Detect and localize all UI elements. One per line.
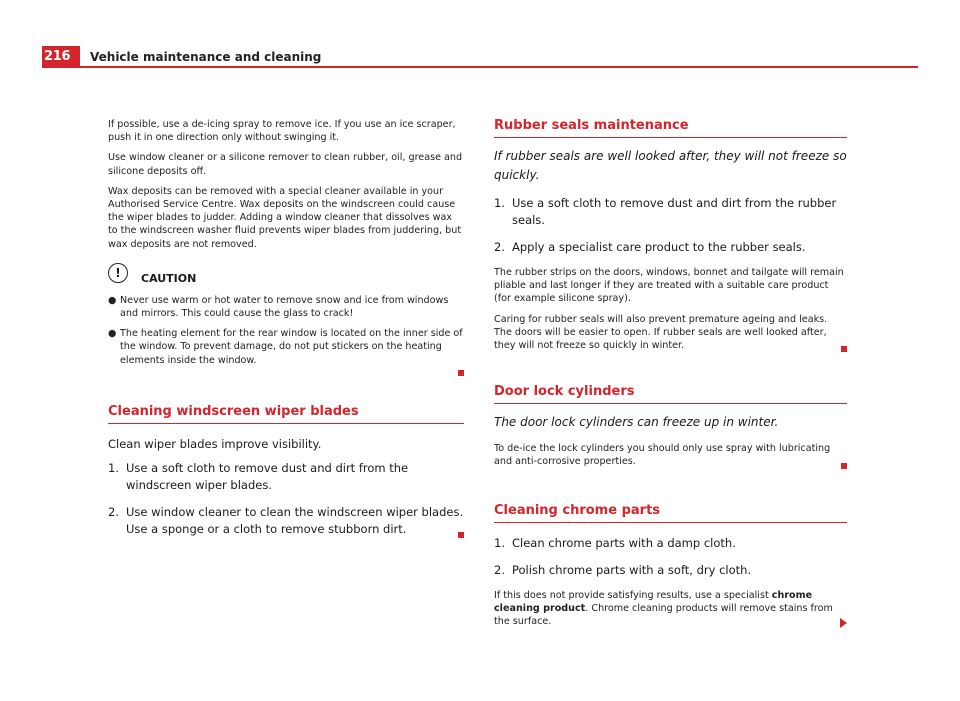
chrome-text-bold: chrome cleaning product xyxy=(494,589,813,614)
step-number: 2. xyxy=(108,504,119,519)
caution-bullet-text: The heating element for the rear window is located on the inner side of the window. To prevent damage, do not put stickers on the heating elements inside the window. xyxy=(120,328,463,366)
step-number: 2. xyxy=(494,562,505,577)
step-number: 1. xyxy=(108,460,119,475)
heading-chrome-parts: Cleaning chrome parts xyxy=(494,503,847,523)
lock-lead: The door lock cylinders can freeze up in winter. xyxy=(494,415,779,430)
caution-bullet-text: Never use warm or hot water to remove snow and ice from windows and mirrors. This could cause the glass to crack! xyxy=(120,294,449,320)
page-number: 216 xyxy=(42,46,80,66)
caution-label: CAUTION xyxy=(141,271,197,285)
heading-door-lock: Door lock cylinders xyxy=(494,384,847,404)
step-text: Polish chrome parts with a soft, dry cloth. xyxy=(512,562,752,577)
rubber-lead: If rubber seals are well looked after, they will not freeze so quickly. xyxy=(494,149,847,182)
step-number: 1. xyxy=(494,535,505,550)
step-number: 1. xyxy=(494,196,505,210)
step-text: Use a soft cloth to remove dust and dirt from the rubber seals. xyxy=(512,196,837,227)
paragraph-lock-deice: To de-ice the lock cylinders you should only use spray with lubricating and anti-corrosive properties. xyxy=(494,443,831,468)
heading-rubber-seals: Rubber seals maintenance xyxy=(494,118,847,138)
right-column xyxy=(494,118,847,628)
paragraph-rubber-care: Caring for rubber seals will also prevent premature ageing and leaks. The doors will be easier to open. If rubber seals are well looked after, they will not freeze so quickly in winter. xyxy=(494,313,828,352)
step-text: Use a soft cloth to remove dust and dirt from the windscreen wiper blades. xyxy=(126,460,409,492)
section-end-marker-icon xyxy=(458,532,464,538)
paragraph-rubber-strips: The rubber strips on the doors, windows, bonnet and tailgate will remain pliable and last longer if they are treated with a suitable care product (for example silicone spray). xyxy=(494,267,844,305)
caution-header xyxy=(108,268,464,285)
page-header xyxy=(42,46,918,68)
section-end xyxy=(108,370,464,376)
bullet-dot-icon: ● xyxy=(108,294,117,306)
section-end-marker-icon xyxy=(458,370,464,376)
paragraph-wax: Wax deposits can be removed with a special cleaner available in your Authorised Service Centre. Wax deposits on the windscreen could cause the wiper blades to judder. Adding a window cleaner that dissolves wax to the windscreen washer fluid prevents wiper blades from juddering, but wax deposits are not removed. xyxy=(108,185,462,250)
step-number: 2. xyxy=(494,240,505,254)
caution-bullet xyxy=(108,294,464,320)
rubber-step xyxy=(494,239,847,256)
chrome-text-end: . Chrome cleaning products will remove stains from the surface. xyxy=(494,602,833,628)
wiper-step xyxy=(108,460,464,494)
section-end-marker-icon xyxy=(841,346,847,352)
bullet-dot-icon: ● xyxy=(108,328,117,340)
caution-bullet xyxy=(108,327,464,367)
step-text: Apply a specialist care product to the rubber seals. xyxy=(512,240,806,254)
chapter-title: Vehicle maintenance and cleaning xyxy=(90,50,322,64)
heading-wiper-blades: Cleaning windscreen wiper blades xyxy=(108,404,464,424)
continue-arrow-icon xyxy=(840,618,847,628)
rubber-step xyxy=(494,195,847,229)
paragraph-deicing: If possible, use a de-icing spray to remove ice. If you use an ice scraper, push it in one direction only without swinging it. xyxy=(108,119,456,144)
chrome-step xyxy=(494,535,847,552)
wiper-step xyxy=(108,504,464,538)
wiper-lead: Clean wiper blades improve visibility. xyxy=(108,436,322,451)
chrome-text-start: If this does not provide satisfying results, use a specialist xyxy=(494,589,772,601)
caution-icon: ! xyxy=(108,263,128,283)
step-text: Use window cleaner to clean the windscreen wiper blades. Use a sponge or a cloth to remove stubborn dirt. xyxy=(126,504,464,536)
chrome-step xyxy=(494,562,847,579)
section-end-marker-icon xyxy=(841,463,847,469)
left-column xyxy=(108,118,464,538)
paragraph-window-cleaner: Use window cleaner or a silicone remover to clean rubber, oil, grease and silicone deposits off. xyxy=(108,152,463,177)
step-text: Clean chrome parts with a damp cloth. xyxy=(512,535,736,550)
